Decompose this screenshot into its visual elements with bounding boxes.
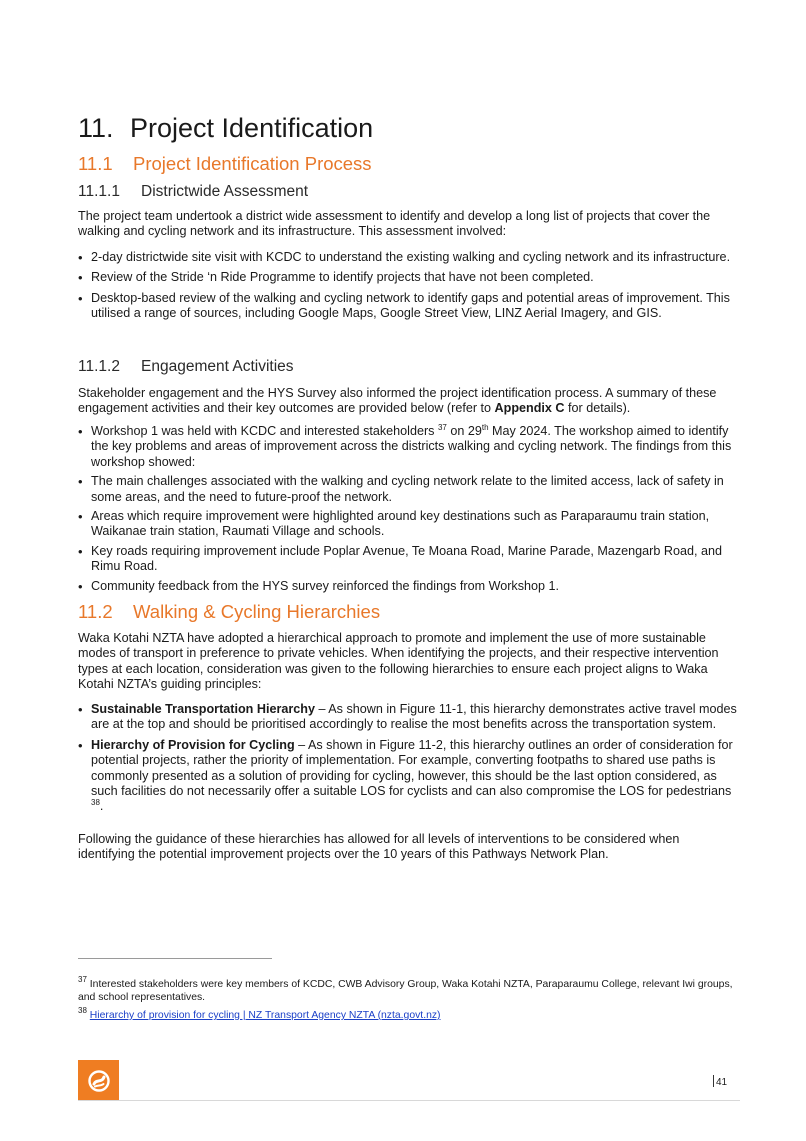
subsection-title: Engagement Activities: [141, 358, 294, 375]
company-logo: [78, 1060, 119, 1101]
assessment-bullets: [78, 250, 738, 327]
chapter-number: 11.: [78, 113, 114, 143]
subsection-heading-11-1-2: [78, 358, 294, 376]
footnote-38: [78, 1006, 738, 1022]
list-item: • The main challenges associated with the walking and cycling network relate to the limited access, lack of safety in some areas, and the need to future-proof the network.: [78, 474, 738, 505]
list-item: • Community feedback from the HYS survey reinforced the findings from Workshop 1.: [78, 579, 738, 594]
subsection-number: 11.1.1: [78, 183, 120, 200]
section-number: 11.1: [78, 153, 113, 174]
section-title: Project Identification Process: [133, 153, 372, 174]
assessment-intro: The project team undertook a district wide assessment to identify and develop a long list of projects that cover the walking and cycling network and its infrastructure. This assessment involved:: [78, 209, 711, 239]
footnote-link[interactable]: Hierarchy of provision for cycling | NZ Transport Agency NZTA (nzta.govt.nz): [89, 1010, 441, 1021]
subsection-number: 11.1.2: [78, 358, 120, 375]
bold-term: Hierarchy of Provision for Cycling: [91, 737, 295, 752]
logo-swirl-icon: [87, 1069, 111, 1093]
page-number-text: 41: [716, 1077, 728, 1088]
page-number: [713, 1075, 727, 1088]
footnotes: [78, 975, 738, 1027]
footnote-divider: [78, 958, 272, 959]
footnote-number: 38: [78, 1006, 87, 1015]
list-item: [78, 702, 738, 733]
hierarchies-bullets: [78, 702, 738, 820]
text-run: – As shown in Figure 11-1, this hierarchy demonstrates active travel modes are at the top and should be prioritised accordingly to realise the most benefits across the transportation system.: [91, 702, 737, 732]
hierarchies-intro: Waka Kotahi NZTA have adopted a hierarchical approach to promote and implement the use of more sustainable modes of transport in preference to private vehicles. When identifying the projects, and their respective intervention types at each location, consideration was given to the following hierarchies to ensure each project aligns to Waka Kotahi NZTA’s guiding principles:: [78, 631, 719, 692]
ordinal-suffix: th: [481, 423, 489, 432]
list-item: • Desktop-based review of the walking and cycling network to identify gaps and potential areas of improvement. This utilised a range of sources, including Google Maps, Google Street View, LINZ Aerial Imagery, and GIS.: [78, 291, 738, 322]
text-run: – As shown in Figure 11-2, this hierarchy outlines an order of consideration for potential projects, rather the priority of implementation. For example, converting footpaths to shared use paths is commonly presented as a solution of providing for cycling, however, this should be the last option considered, as such facilities do not necessarily offer a suitable LOS for cyclists and can also compromise the LOS for pedestrians: [91, 737, 733, 799]
list-item: • Key roads requiring improvement include Poplar Avenue, Te Moana Road, Marine Parade, Mazengarb Road, and Rimu Road.: [78, 544, 738, 575]
section-title: Walking & Cycling Hierarchies: [133, 601, 381, 622]
text-run: May 2024. The workshop aimed to identify the key problems and areas of improvement across the districts walking and cycling network. The findings from this workshop showed:: [91, 424, 732, 469]
bold-term: Sustainable Transportation Hierarchy: [91, 702, 315, 716]
chapter-heading: [78, 113, 373, 144]
subsection-title: Districtwide Assessment: [141, 183, 309, 200]
footnote-37: [78, 975, 738, 1004]
list-item: • 2-day districtwide site visit with KCDC to understand the existing walking and cycling network and its infrastructure.: [78, 250, 738, 265]
footnote-ref-38: 38: [91, 798, 100, 808]
subsection-heading-11-1-1: [78, 183, 308, 201]
footnote-text: Interested stakeholders were key members of KCDC, CWB Advisory Group, Waka Kotahi NZTA, Paraparaumu College, relevant Iwi groups, and school representatives.: [78, 979, 733, 1003]
footnote-ref-37: 37: [437, 423, 447, 432]
list-item: [78, 424, 738, 470]
list-item: • Areas which require improvement were highlighted around key destinations such as Paraparaumu train station, Waikanae train station, Raumati Village and schools.: [78, 509, 738, 540]
list-item: [78, 738, 738, 815]
chapter-title: Project Identification: [130, 113, 374, 143]
text-run: on 29: [446, 424, 482, 438]
page-number-bar: [713, 1075, 714, 1087]
footer-divider: [78, 1100, 740, 1101]
section-heading-11-2: [78, 601, 380, 623]
text-run: for details).: [564, 401, 631, 416]
hierarchies-closing: Following the guidance of these hierarchies has allowed for all levels of interventions to be considered when identifying the potential improvement projects over the 10 years of this Pathways Network Plan.: [78, 832, 680, 862]
list-item: • Review of the Stride ‘n Ride Programme to identify projects that have not been completed.: [78, 270, 738, 285]
engagement-intro: [78, 386, 738, 417]
section-heading-11-1: [78, 153, 372, 175]
text-run: .: [99, 799, 104, 814]
section-number: 11.2: [78, 601, 113, 622]
engagement-bullets: [78, 424, 738, 598]
footnote-number: 37: [78, 975, 87, 984]
text-run: Stakeholder engagement and the HYS Survey also informed the project identification process. A summary of these engagement activities and their key outcomes are provided below (refer to: [78, 386, 717, 416]
text-run: Workshop 1 was held with KCDC and interested stakeholders: [91, 424, 438, 438]
appendix-reference: Appendix C: [494, 401, 565, 416]
